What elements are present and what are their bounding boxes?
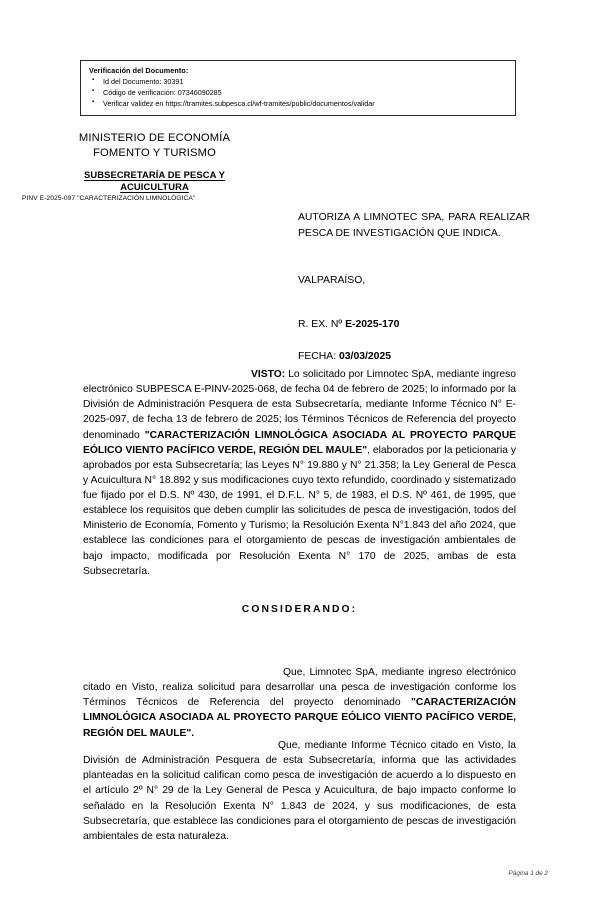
verification-title: Verificación del Documento: — [89, 66, 189, 75]
resolution-number-value: E-2025-170 — [345, 318, 400, 330]
verification-list — [89, 76, 509, 109]
document-verification-box — [80, 60, 516, 116]
considerando-1-text: Que, Limnotec SpA, mediante ingreso electrónico citado en Visto, realiza solicitud para desarrollar una pesca de investigación conforme los Términos Técnicos de Referencia del proyecto denominado — [83, 667, 516, 709]
resolution-date — [298, 349, 530, 365]
pinv-reference: PINV E-2025-097 "CARACTERIZACIÓN LIMNOLÓGICA" — [22, 195, 196, 202]
resolution-city: VALPARAÍSO, — [298, 275, 366, 287]
resolution-number — [298, 317, 530, 333]
visto-text-part-1: Lo solicitado por Limnotec SpA, mediante ingreso electrónico SUBPESCA E-PINV-2025-068, de fecha 04 de febrero de 2025; lo informado por la División de Administración Pesquera de esta Subsecretaría, mediante Informe Técnico N° E-2025-097, de fecha 13 de febrero de 2025; los Términos Técnicos de Referencia del proyecto denominado — [83, 369, 516, 441]
ministry-line-1: MINISTERIO DE ECONOMÍA — [78, 132, 231, 144]
bullet-icon: ▪ — [92, 99, 95, 106]
visto-indent-spacer — [83, 369, 251, 380]
subsecretaria-title — [22, 169, 287, 194]
subsecretaria-line-2: ACUICULTURA — [120, 181, 189, 193]
considerando-1-project-name: "CARACTERIZACIÓN LIMNOLÓGICA ASOCIADA AL PROYECTO PARQUE EÓLICO VIENTO PACÍFICO VERDE, REGIÓN DEL MAULE". — [83, 697, 516, 739]
resolution-date-label: FECHA: — [298, 351, 339, 363]
considerando-2-indent-spacer — [83, 740, 278, 751]
page-number-label: Página 1 de 2 — [508, 870, 548, 877]
verification-item-document-id — [92, 76, 509, 87]
organization-header — [22, 131, 287, 194]
visto-project-name: "CARACTERIZACIÓN LIMNOLÓGICA ASOCIADA AL PROYECTO PARQUE EÓLICO VIENTO PACÍFICO VERDE, REGIÓN DEL MAULE" — [83, 429, 516, 456]
visto-label: VISTO: — [251, 369, 286, 380]
verification-item-text: Código de verificación: 07346090285 — [103, 88, 222, 98]
considerando-paragraph-1 — [83, 665, 516, 741]
verification-item-text: Id del Documento: 30391 — [103, 77, 184, 86]
resolution-header-column — [298, 210, 530, 365]
bullet-icon: ▪ — [92, 88, 95, 95]
visto-text-part-2: , elaborados por la peticionaria y aprobados por esta Subsecretaría; las Leyes N° 19.880 y N° 21.358; la Ley General de Pesca y Acuicultura N° 18.892 y sus modificaciones cuyo texto refundido, coordinado y sistematizado fue fijado por el D.S. Nº 430, de 1991, el D.F.L. N° 5, de 1983, el D.S. Nº 461, de 1995, que establece los requisitos que deben cumplir las solicitudes de pesca de investigación, todos del Ministerio de Economía, Fomento y Turismo; la Resolución Exenta N°1.843 del año 2024, que establece las condiciones para el otorgamiento de pescas de investigación ambientales de bajo impacto, modificada por Resolución Exenta N° 170 de 2025, ambas de esta Subsecretaría. — [83, 444, 516, 577]
subsecretaria-line-1: SUBSECRETARÍA DE PESCA Y — [84, 168, 225, 180]
verification-item-code — [92, 87, 509, 98]
considerando-2-text: Que, mediante Informe Técnico citado en Visto, la División de Administración Pesquera de esta Subsecretaría, informa que las actividades planteadas en la solicitud califican como pesca de investigación de acuerdo a lo dispuesto en el artículo 2º N° 29 de la Ley General de Pesca y Acuicultura, de bajo impacto conforme lo señalado en la Resolución Exenta N° 1.843 de 2024, y sus modificaciones, de esta Subsecretaría, que establece las condiciones para el otorgamiento de pescas de investigación ambientales de esta naturaleza. — [83, 740, 516, 842]
verification-item-text: Verificar validez en https://tramites.subpesca.cl/wf-tramites/public/documentos/validar — [103, 99, 375, 109]
considerando-1-indent-spacer — [83, 667, 283, 678]
visto-section — [83, 367, 516, 579]
verification-item-url — [92, 98, 509, 109]
resolution-number-label: R. EX. Nº — [298, 318, 346, 330]
resolution-subject: AUTORIZA A LIMNOTEC SPA, PARA REALIZAR PESCA DE INVESTIGACIÓN QUE INDICA. — [298, 212, 530, 239]
resolution-date-value: 03/03/2025 — [339, 351, 392, 363]
ministry-line-2: FOMENTO Y TURISMO — [93, 146, 216, 159]
bullet-icon: ▪ — [92, 77, 95, 83]
considerando-heading: CONSIDERANDO: — [241, 604, 358, 615]
page-footer — [0, 870, 600, 877]
considerando-paragraph-2 — [83, 738, 516, 844]
